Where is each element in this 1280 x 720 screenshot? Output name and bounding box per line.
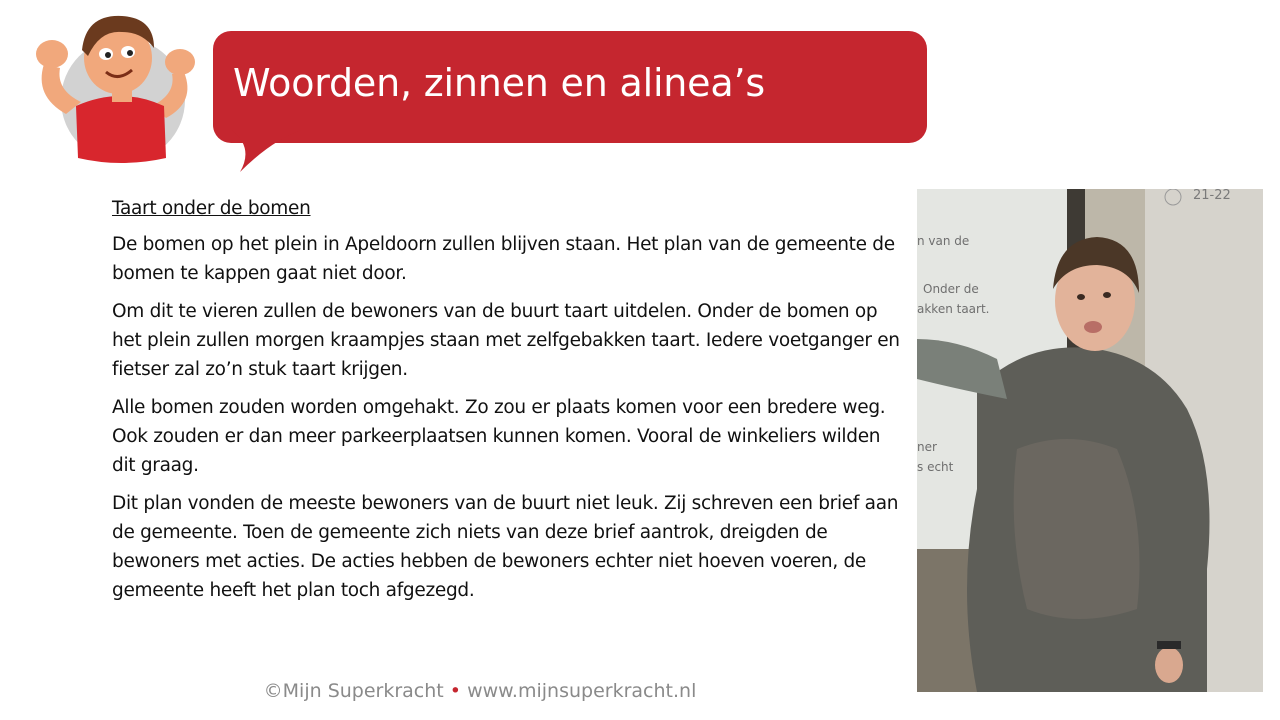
- footer-separator: •: [449, 680, 462, 702]
- board-text: ner: [917, 440, 937, 454]
- article: [112, 194, 902, 614]
- bubble-tail: [232, 130, 312, 172]
- slide-title: Woorden, zinnen en alinea’s: [233, 61, 765, 105]
- presenter-video-frame: [917, 189, 1263, 692]
- article-heading: Taart onder de bomen: [112, 198, 311, 219]
- article-paragraph: De bomen op het plein in Apeldoorn zullen blijven staan. Het plan van de gemeente de bomen te kappen gaat niet door.: [112, 234, 895, 284]
- footer: [0, 680, 960, 702]
- board-text: n van de: [917, 234, 970, 248]
- article-paragraph: Om dit te vieren zullen de bewoners van de buurt taart uitdelen. Onder de bomen op het plein zullen morgen kraampjes staan met zelfgebakken taart. Iedere voetganger en fietser zal zo’n stuk taart krijgen.: [112, 301, 900, 380]
- board-text: akken taart.: [917, 302, 990, 316]
- board-text: Onder de: [923, 282, 979, 296]
- footer-copyright: ©Mijn Superkracht: [263, 680, 444, 702]
- title-bubble: [213, 31, 927, 143]
- footer-url[interactable]: www.mijnsuperkracht.nl: [467, 680, 697, 702]
- board-text: s echt: [917, 460, 954, 474]
- mascot-illustration: [26, 6, 196, 166]
- corner-text: 21-22: [1193, 189, 1231, 203]
- article-paragraph: Dit plan vonden de meeste bewoners van de buurt niet leuk. Zij schreven een brief aan de gemeente. Toen de gemeente zich niets van deze brief aantrok, dreigden de bewoners met acties. De acties hebben de bewoners echter niet hoeven voeren, de gemeente heeft het plan toch afgezegd.: [112, 493, 899, 601]
- article-paragraph: Alle bomen zouden worden omgehakt. Zo zou er plaats komen voor een bredere weg. Ook zouden er dan meer parkeerplaatsen kunnen komen. Vooral de winkeliers wilden dit graag.: [112, 397, 886, 476]
- presenter-video: [917, 189, 1263, 692]
